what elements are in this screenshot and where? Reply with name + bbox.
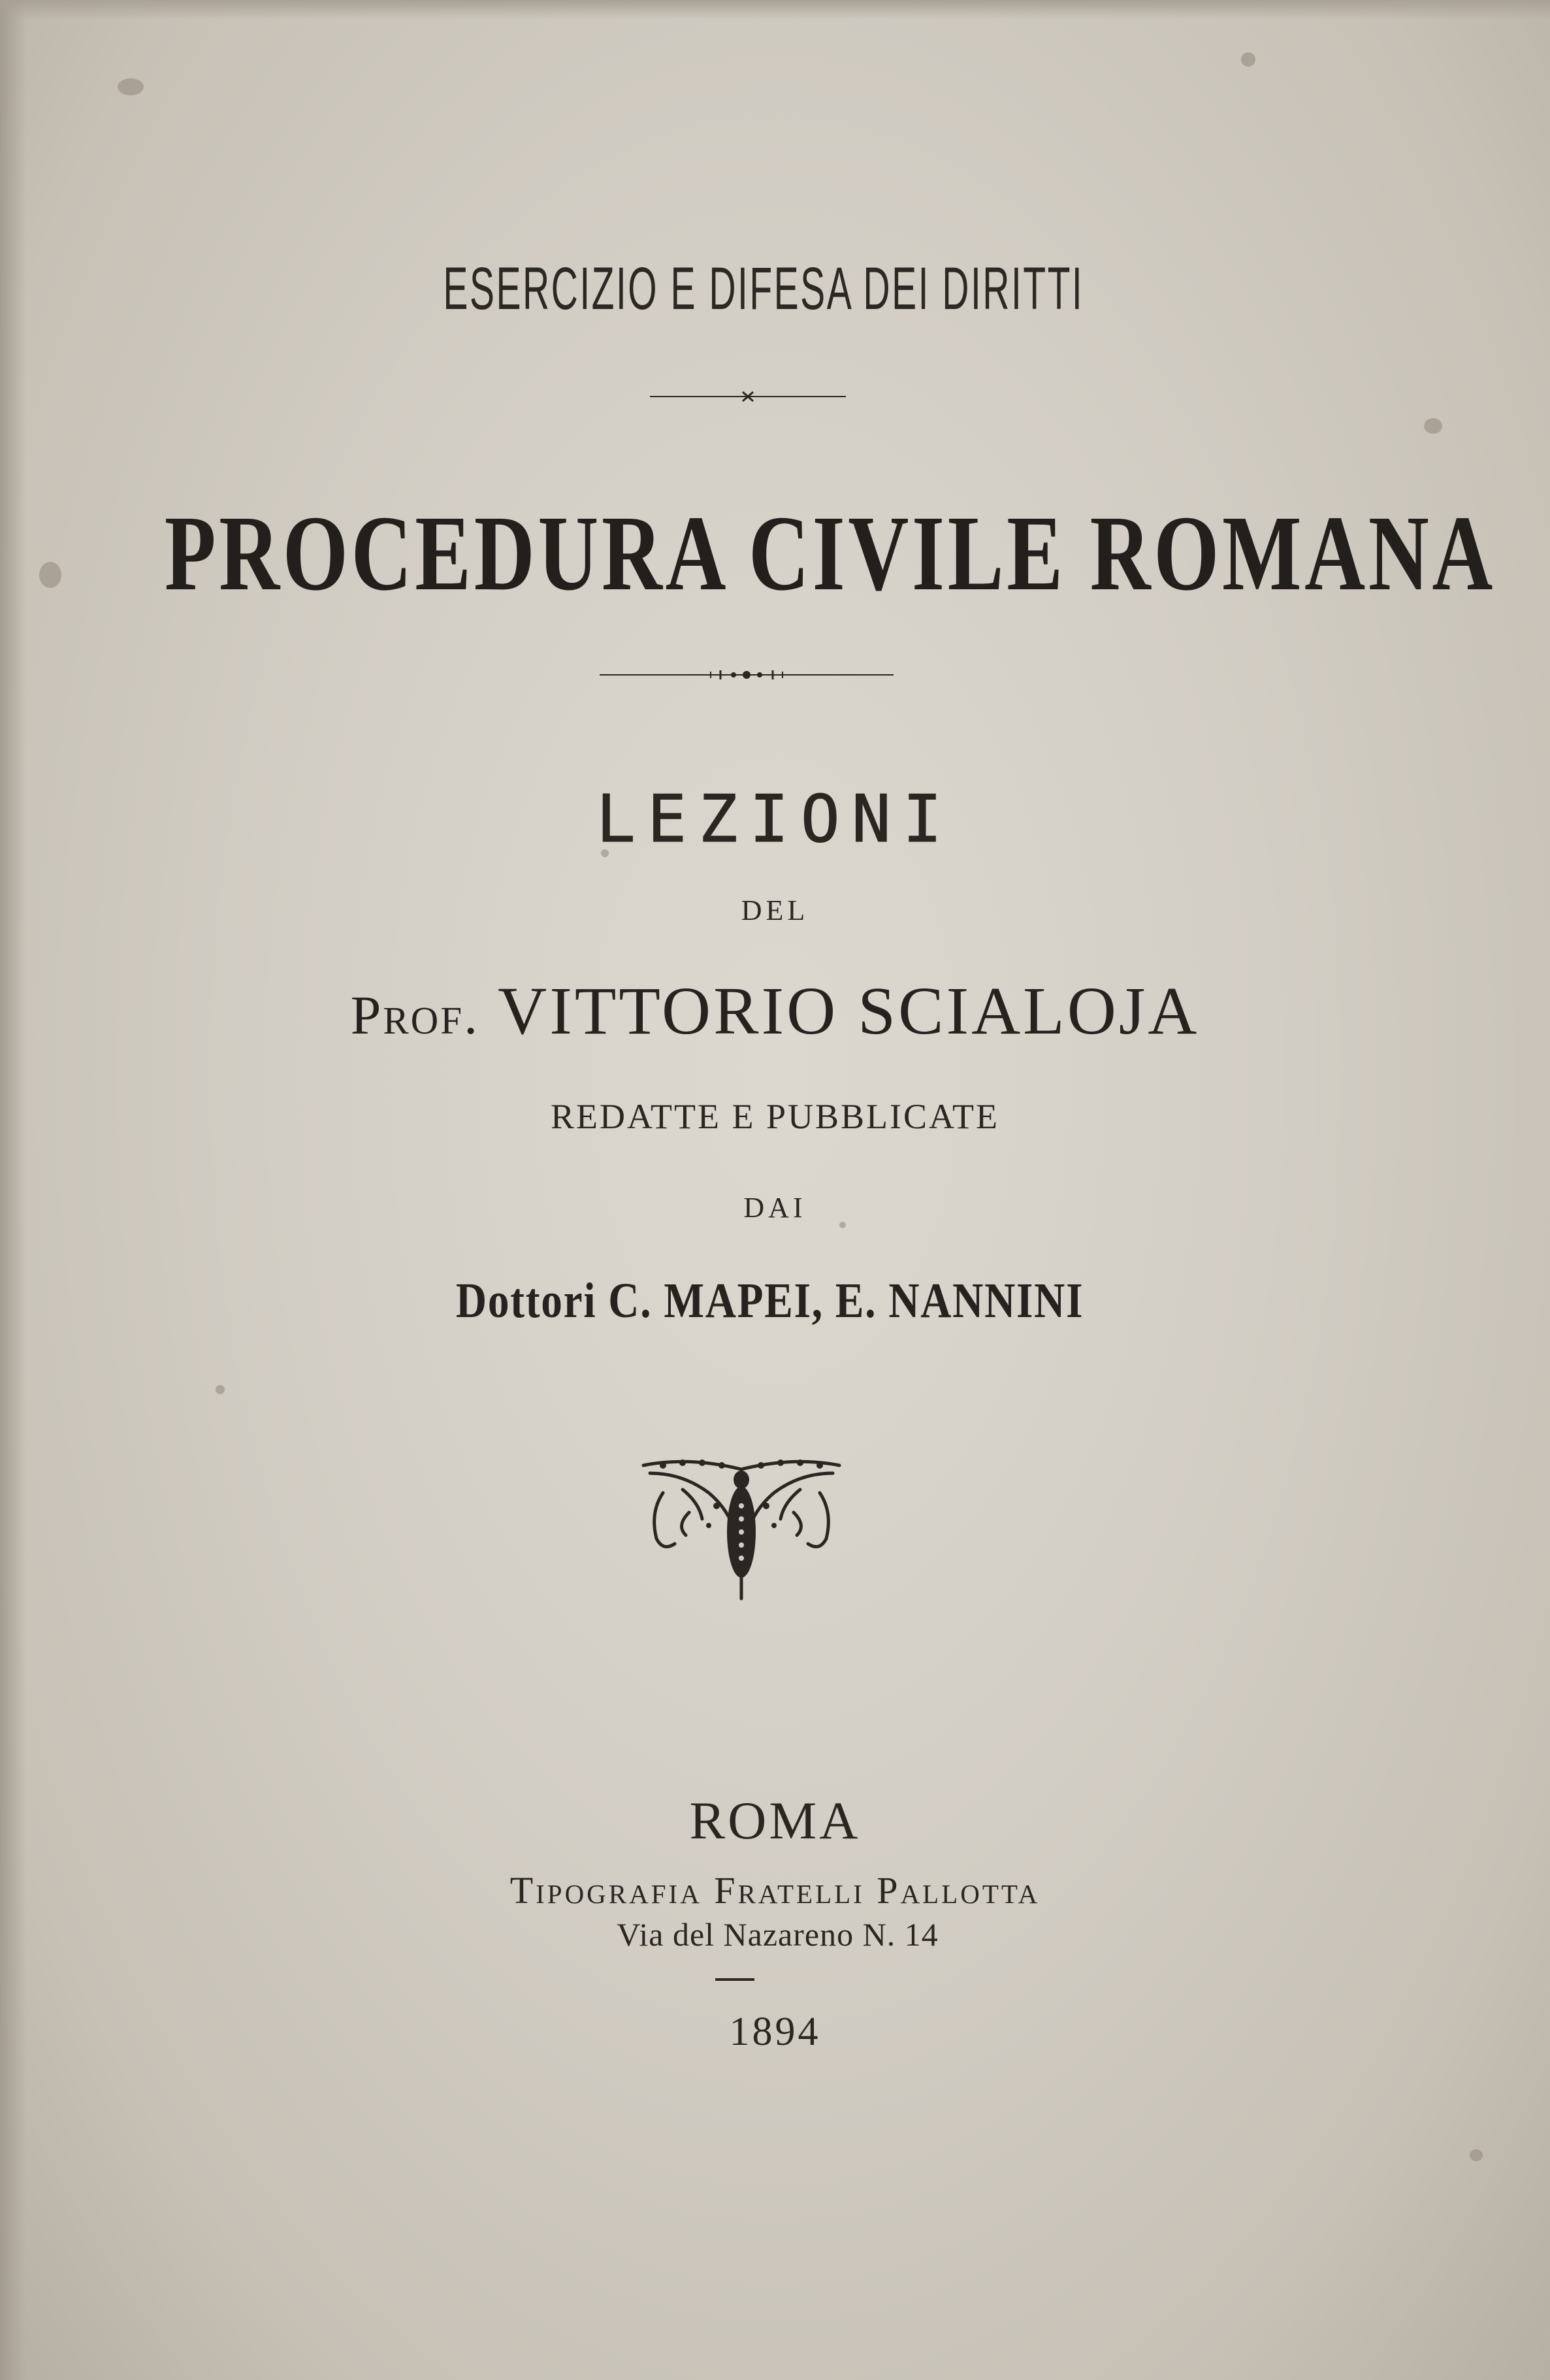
editors-line: Dottori C. MAPEI, E. NANNINI — [455, 1273, 1084, 1328]
printers-fleuron-ornament-icon — [637, 1454, 846, 1604]
imprint-year: 1894 — [729, 2010, 821, 2054]
foxing-spot — [39, 562, 61, 588]
author-line — [0, 972, 1550, 1050]
short-rule-divider — [715, 1978, 754, 1981]
author-prefix: Prof. — [350, 985, 480, 1046]
imprint-printer: Tipografia Fratelli Pallotta — [509, 1869, 1041, 1912]
imprint-city: ROMA — [689, 1791, 861, 1850]
cross-rule-ornament-icon — [650, 387, 846, 406]
main-title: PROCEDURA CIVILE ROMANA — [164, 493, 1496, 613]
foxing-spot — [118, 78, 144, 95]
author-name: VITTORIO SCIALOJA — [498, 973, 1200, 1049]
dotted-rule-ornament-icon — [600, 665, 894, 685]
foxing-spot — [216, 1385, 225, 1394]
preposition-del: DEL — [741, 894, 809, 926]
foxing-spot — [1241, 52, 1255, 67]
edited-line: REDATTE E PUBBLICATE — [551, 1097, 999, 1136]
imprint-address: Via del Nazareno N. 14 — [617, 1916, 939, 1953]
series-title: ESERCIZIO E DIFESA DEI DIRITTI — [443, 255, 1084, 322]
foxing-spot — [1470, 2149, 1483, 2161]
preposition-dai: DAI — [743, 1192, 807, 1224]
subtitle-lezioni: LEZIONI — [596, 781, 954, 857]
paper-edge-shadow-top — [0, 0, 1550, 20]
foxing-spot — [1424, 418, 1442, 434]
